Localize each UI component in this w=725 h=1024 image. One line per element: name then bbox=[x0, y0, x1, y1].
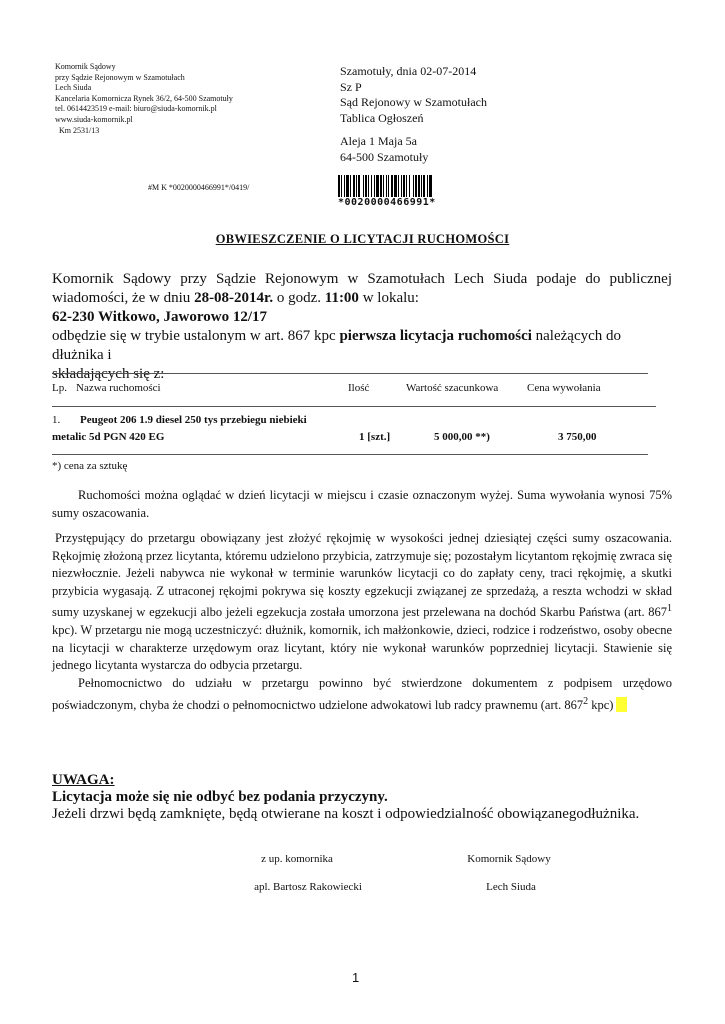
warning-heading: UWAGA: bbox=[52, 772, 115, 788]
barcode bbox=[338, 175, 468, 208]
intro-text-part: wiadomości, że w dniu bbox=[52, 290, 195, 306]
signature-right-name: Lech Siuda bbox=[486, 881, 536, 893]
paragraph-part: Przystępujący do przetargu obowiązany jest złożyć rękojmię w wysokości jednej dziesiątej części sumy oszacowania. Rękojmię złożoną przez licytanta, któremu udzielono przybicia, zatrzymuje się; pozostałym licytantom rękojmię zwraca się niezwłocznie. Jeżeli nabywca nie wykonał w terminie warunków licytacji co do zapłaty ceny, traci rękojmię, a skutki przybicia wygasają. Z utraconej rękojmi pokrywa się koszty egzekucji związanej ze sprzedażą, a reszta wchodzi w skład sumy uzyskanej w egzekucji albo jeżeli egzekucja została umorzona jest przelewana na dochód Skarbu Państwa (art. 867 bbox=[52, 531, 672, 620]
paragraph-part: kpc). W przetargu nie mogą uczestniczyć: dłużnik, komornik, ich małżonkowie, dzieci, rodzice i rodzeństwo, osoby obecne na licytacji w charakterze urzędowym oraz licytant, który nie wykonał warunków poprzedniej licytacji. Stawienie się jednego licytanta wystarcza do odbycia przetargu. bbox=[52, 623, 672, 673]
recipient-line: Tablica Ogłoszeń bbox=[340, 110, 424, 125]
signature-left-name: apl. Bartosz Rakowiecki bbox=[254, 881, 362, 893]
header-qty: Ilość bbox=[348, 382, 370, 394]
intro-text-part: w lokalu: bbox=[358, 290, 419, 306]
barcode-bars bbox=[338, 175, 468, 197]
paragraph-part: kpc) bbox=[588, 697, 614, 712]
paragraph-text: Ruchomości można oglądać w dzień licytacji w miejscu i czasie oznaczonym wyżej. Suma wywołania wynosi 75% sumy oszacowania. bbox=[52, 488, 672, 520]
header-price: Cena wywołania bbox=[527, 382, 601, 394]
place-date: Szamotuły, dnia 02-07-2014 bbox=[340, 64, 477, 78]
intro-text bbox=[52, 270, 672, 384]
intro-line bbox=[52, 289, 672, 308]
document-title: OBWIESZCZENIE O LICYTACJI RUCHOMOŚCI bbox=[215, 232, 510, 246]
auction-type: pierwsza licytacja ruchomości bbox=[339, 328, 532, 344]
sender-line: www.siuda-komornik.pl bbox=[55, 114, 133, 124]
signature-left-title: z up. komornika bbox=[261, 853, 333, 865]
auction-time: 11:00 bbox=[324, 290, 359, 306]
barcode-bar bbox=[432, 175, 433, 197]
paragraph-part: Pełnomocnictwo do udziału w przetargu powinno być stwierdzone dokumentem z podpisem urzędowo poświadczonym, chyba że chodzi o pełnomocnictwo udzielone adwokatowi lub radcy prawnemu (art. 867 bbox=[52, 675, 672, 712]
intro-line: składających się z: bbox=[52, 366, 165, 382]
table-rule bbox=[52, 454, 648, 455]
sender-line: przy Sądzie Rejonowym w Szamotułach bbox=[55, 72, 185, 82]
sender-block bbox=[55, 62, 233, 136]
intro-line bbox=[52, 327, 672, 365]
table-rule bbox=[52, 406, 656, 407]
sender-line: tel. 0614423519 e-mail: biuro@siuda-komornik.pl bbox=[55, 104, 217, 114]
recipient-address: 64-500 Szamotuły bbox=[340, 149, 429, 164]
sender-line: Lech Siuda bbox=[55, 83, 92, 93]
recipient-address: Aleja 1 Maja 5a bbox=[340, 134, 417, 148]
row-item-name: metalic 5d PGN 420 EG bbox=[52, 431, 165, 443]
viewing-paragraph bbox=[52, 487, 672, 522]
row-item-name: Peugeot 206 1.9 diesel 250 tys przebiegu niebieki bbox=[80, 414, 307, 426]
warning-line: Licytacja może się nie odbyć bez podania przyczyny. bbox=[52, 789, 388, 805]
signature-right-title: Komornik Sądowy bbox=[467, 853, 551, 865]
row-qty: 1 [szt.] bbox=[359, 431, 391, 443]
barcode-text: *0020000466991* bbox=[338, 197, 436, 208]
header-name: Nazwa ruchomości bbox=[76, 382, 161, 394]
intro-text-part: należących do dłużnika i bbox=[52, 328, 622, 363]
recipient-line: Sz P bbox=[340, 79, 362, 94]
table-footnote: *) cena za sztukę bbox=[52, 460, 128, 472]
intro-line: Komornik Sądowy przy Sądzie Rejonowym w Szamotułach Lech Siuda podaje do publicznej bbox=[52, 271, 672, 287]
recipient-block bbox=[340, 64, 487, 165]
superscript: 1 bbox=[667, 603, 672, 615]
reference-code: #M K *0020000466991*/0419/ bbox=[148, 183, 250, 192]
paragraph-text bbox=[52, 675, 672, 714]
row-lp: 1. bbox=[52, 414, 61, 426]
warning-block bbox=[52, 772, 639, 823]
deposit-paragraph bbox=[52, 530, 672, 714]
intro-text-part: odbędzie się w trybie ustalonym w art. 867 kpc bbox=[52, 328, 340, 344]
auction-location bbox=[52, 308, 672, 327]
highlight-mark bbox=[616, 697, 627, 712]
superscript: 2 bbox=[583, 695, 589, 707]
table-rule bbox=[52, 373, 648, 374]
intro-text-part: o godz. bbox=[273, 290, 325, 306]
row-price: 3 750,00 bbox=[558, 431, 597, 443]
auction-location-text: 62-230 Witkowo, Jaworowo 12/17 bbox=[52, 309, 268, 325]
header-value: Wartość szacunkowa bbox=[406, 382, 499, 394]
warning-line: Jeżeli drzwi będą zamknięte, będą otwierane na koszt i odpowiedzialność obowiązanegodłużnika. bbox=[52, 806, 640, 822]
sender-line: Kancelaria Komornicza Rynek 36/2, 64-500 Szamotuły bbox=[55, 93, 233, 103]
auction-date: 28-08-2014r. bbox=[194, 290, 274, 306]
case-number: Km 2531/13 bbox=[59, 125, 100, 135]
header-lp: Lp. bbox=[52, 382, 67, 394]
sender-line: Komornik Sądowy bbox=[55, 62, 116, 71]
paragraph-text bbox=[52, 530, 672, 675]
recipient-line: Sąd Rejonowy w Szamotułach bbox=[340, 95, 487, 109]
page-number: 1 bbox=[352, 970, 360, 985]
row-value: 5 000,00 **) bbox=[434, 431, 490, 443]
